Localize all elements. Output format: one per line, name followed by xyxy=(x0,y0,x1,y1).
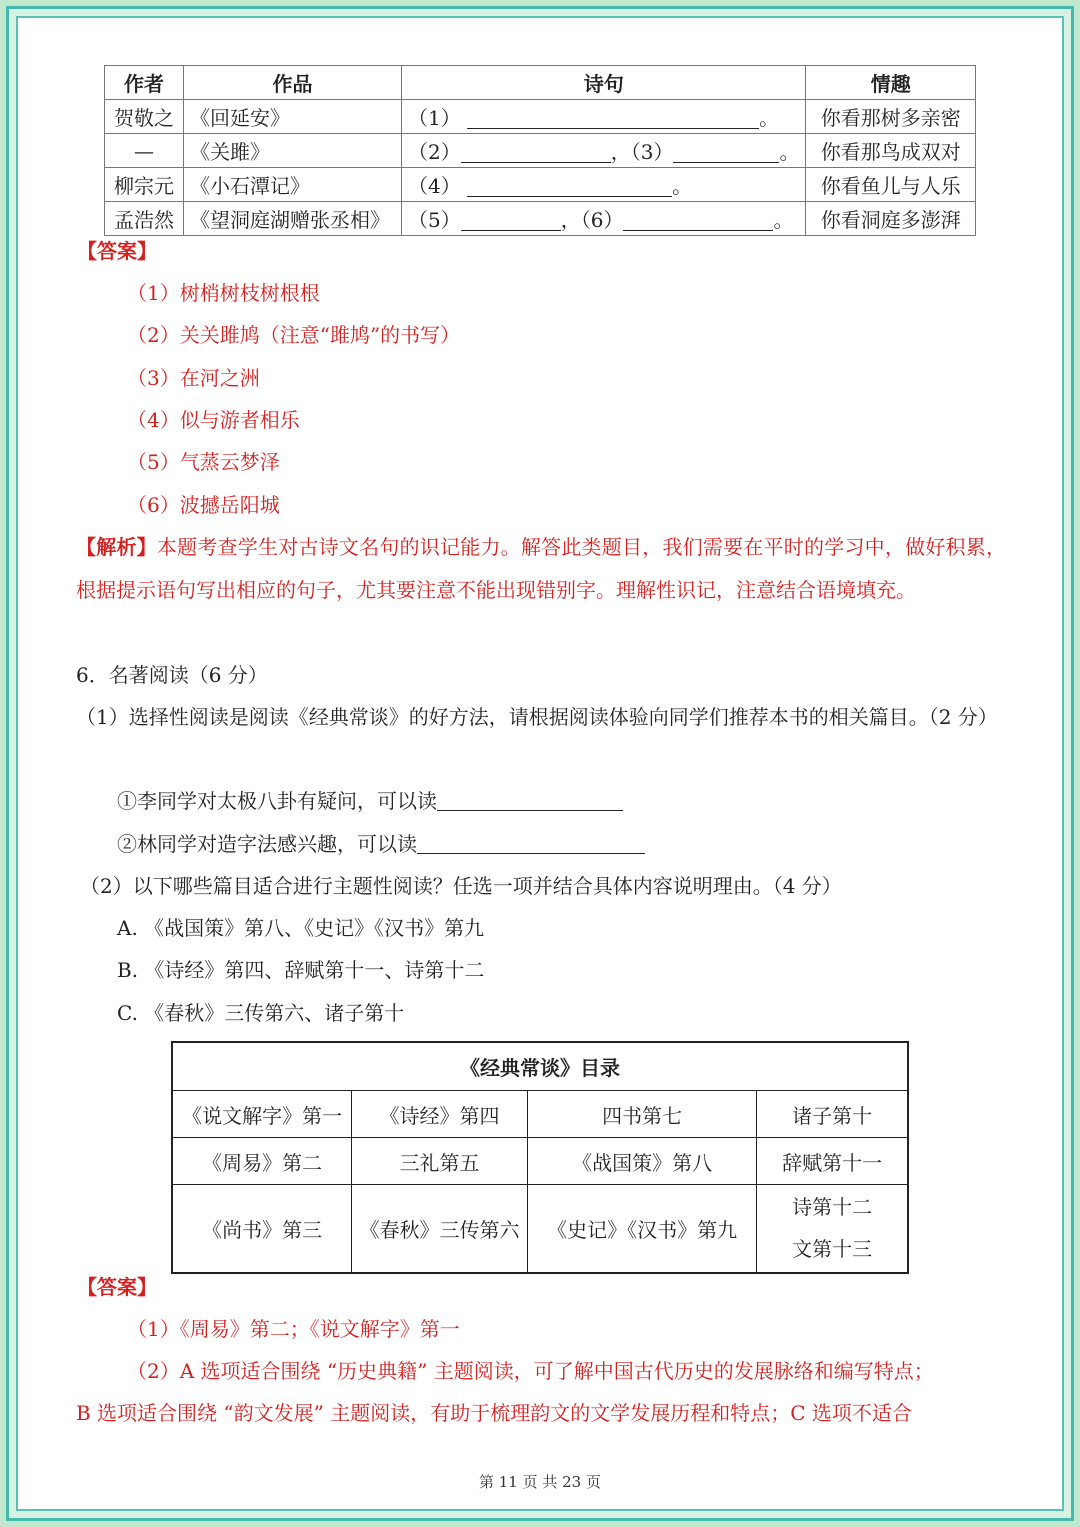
interest-cell: 你看洞庭多澎湃 xyxy=(806,202,976,236)
interest-cell: 你看那鸟成双对 xyxy=(806,134,976,168)
fill-blank-line xyxy=(461,142,611,163)
directory-cell: 《周易》第二 xyxy=(172,1138,352,1185)
directory-cell: 辞赋第十一 xyxy=(757,1138,908,1185)
work-cell: 《望洞庭湖赠张丞相》 xyxy=(184,202,402,236)
fill-blank-line xyxy=(437,790,623,811)
directory-cell: 《诗经》第四 xyxy=(352,1091,528,1138)
answer-line: （2）A 选项适合围绕 “历史典籍” 主题阅读，可了解中国古代历史的发展脉络和编写特点； xyxy=(127,1359,934,1383)
answer-item: （6）波撼岳阳城 xyxy=(127,493,280,517)
directory-cell: 三礼第五 xyxy=(352,1138,528,1185)
interest-cell: 你看鱼儿与人乐 xyxy=(806,168,976,202)
answer-item: （3）在河之洲 xyxy=(127,366,260,390)
question-part2: （2）以下哪些篇目适合进行主题性阅读？任选一项并结合具体内容说明理由。（4 分） xyxy=(80,874,842,898)
directory-cell: 《战国策》第八 xyxy=(527,1138,756,1185)
question-item-1: ①李同学对太极八卦有疑问，可以读 xyxy=(117,789,623,813)
page-footer: 第 11 页 共 23 页 xyxy=(478,1473,601,1491)
verse-end: 。 xyxy=(672,174,693,198)
fill-blank-line xyxy=(417,833,645,854)
verse-number: （2） xyxy=(408,140,461,164)
header-work: 作品 xyxy=(184,66,402,100)
directory-cell: 《春秋》三传第六 xyxy=(352,1185,528,1273)
answer-item: （1）树梢树枝树根根 xyxy=(127,281,320,305)
directory-title: 《经典常谈》目录 xyxy=(172,1042,908,1091)
poem-table-header xyxy=(105,66,976,100)
verse-end: 。 xyxy=(773,208,794,232)
fill-blank-line xyxy=(461,210,561,231)
author-cell: 柳宗元 xyxy=(105,168,184,202)
option-b: B. 《诗经》第四、辞赋第十一、诗第十二 xyxy=(117,958,485,982)
answer-line: B 选项适合围绕 “韵文发展” 主题阅读，有助于梳理韵文的文学发展历程和特点；C 选项不适合 xyxy=(76,1401,912,1425)
verse-cell xyxy=(402,168,806,202)
directory-cell: 《尚书》第三 xyxy=(172,1185,352,1273)
work-cell: 《回延安》 xyxy=(184,100,402,134)
verse-number-2: ，（3） xyxy=(610,140,674,164)
directory-cell-line: 诗第十二 xyxy=(792,1195,873,1220)
interest-cell: 你看那树多亲密 xyxy=(806,100,976,134)
answer-item: （4）似与游者相乐 xyxy=(127,408,300,432)
author-cell: 孟浩然 xyxy=(105,202,184,236)
table-row xyxy=(105,168,976,202)
option-a: A. 《战国策》第八、《史记》《汉书》第九 xyxy=(117,916,485,940)
table-row xyxy=(105,134,976,168)
verse-number: （5） xyxy=(408,208,461,232)
table-row xyxy=(105,202,976,236)
verse-number-2: ，（6） xyxy=(560,208,624,232)
answer-tag: 【答案】 xyxy=(77,239,157,263)
poem-table xyxy=(104,65,976,236)
work-cell: 《关雎》 xyxy=(184,134,402,168)
header-interest: 情趣 xyxy=(806,66,976,100)
directory-cell: 四书第七 xyxy=(527,1091,756,1138)
table-row xyxy=(172,1091,908,1138)
verse-number: （4） xyxy=(408,174,461,198)
verse-cell xyxy=(402,100,806,134)
work-cell: 《小石潭记》 xyxy=(184,168,402,202)
option-c: C. 《春秋》三传第六、诸子第十 xyxy=(117,1001,405,1025)
verse-cell xyxy=(402,134,806,168)
analysis-tag: 【解析】 xyxy=(76,535,157,559)
header-author: 作者 xyxy=(105,66,184,100)
table-row xyxy=(172,1185,908,1273)
fill-blank-line xyxy=(673,142,779,163)
verse-number: （1） xyxy=(408,106,461,130)
question-part1: （1）选择性阅读是阅读《经典常谈》的好方法，请根据阅读体验向同学们推荐本书的相关篇目。（2 分） xyxy=(76,705,998,729)
analysis-paragraph xyxy=(76,526,1006,611)
directory-cell: 《说文解字》第一 xyxy=(172,1091,352,1138)
answer-line: （1）《周易》第二；《说文解字》第一 xyxy=(127,1317,460,1341)
question-title: 6．名著阅读（6 分） xyxy=(76,663,268,687)
analysis-text: 本题考查学生对古诗文名句的识记能力。解答此类题目，我们需要在平时的学习中，做好积累，根据提示语句写出相应的句子，尤其要注意不能出现错别字。理解性识记，注意结合语境填充。 xyxy=(76,535,1007,602)
fill-blank-line xyxy=(467,108,759,129)
table-row xyxy=(105,100,976,134)
question-item-2: ②林同学对造字法感兴趣，可以读 xyxy=(117,832,645,856)
directory-cell: 诸子第十 xyxy=(757,1091,908,1138)
answer-item: （2）关关雎鸠（注意“雎鸠”的书写） xyxy=(127,323,461,347)
author-cell: — xyxy=(105,134,184,168)
fill-blank-line xyxy=(467,176,672,197)
verse-end: 。 xyxy=(779,140,800,164)
fill-blank-line xyxy=(623,210,773,231)
directory-cell xyxy=(757,1185,908,1273)
author-cell: 贺敬之 xyxy=(105,100,184,134)
answer-item: （5）气蒸云梦泽 xyxy=(127,450,280,474)
verse-end: 。 xyxy=(759,106,780,130)
answer-tag: 【答案】 xyxy=(77,1275,157,1299)
table-row xyxy=(172,1138,908,1185)
directory-cell: 《史记》《汉书》第九 xyxy=(527,1185,756,1273)
verse-cell xyxy=(402,202,806,236)
header-verse: 诗句 xyxy=(402,66,806,100)
directory-table xyxy=(171,1041,909,1274)
directory-cell-line: 文第十三 xyxy=(792,1237,873,1262)
